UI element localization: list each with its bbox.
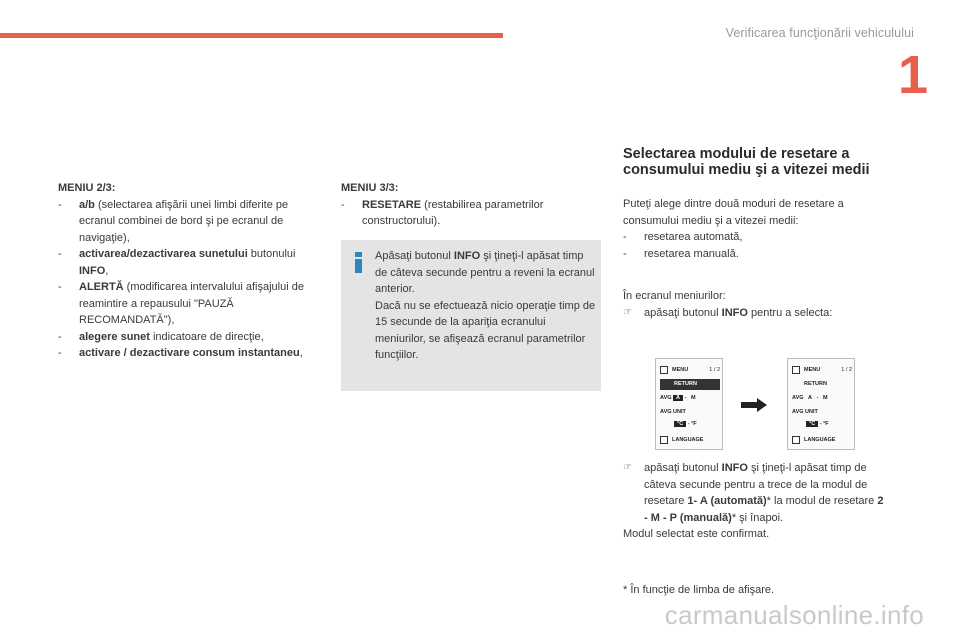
info-text: Apăsaţi butonul INFO şi ţineţi-l apăsat timp de câteva secunde pentru a reveni la ecranul anterior. Dacă nu se efectuează nicio operaţie timp de 15 secunde de la apariţia ecranului meniurilor, se afişează ecranul parametrilor funcţiilor. xyxy=(375,250,596,361)
menu-intro: În ecranul meniurilor: xyxy=(623,290,726,302)
header-title: Verificarea funcţionării vehiculului xyxy=(725,26,914,40)
menu3-block xyxy=(341,180,603,230)
info-box xyxy=(341,240,601,391)
list-item: - resetarea manuală. xyxy=(623,247,739,260)
step-select: ☞ apăsaţi butonul INFO pentru a selecta: xyxy=(623,306,833,319)
list-item: - resetarea automată, xyxy=(623,231,743,243)
menu2-title: MENIU 2/3: xyxy=(58,182,116,194)
chapter-number: 1 xyxy=(897,45,928,105)
arrow-right-icon xyxy=(741,398,767,412)
list-item: - a/b (selectarea afişării unei limbi diferite pe ecranul combinei de bord şi pe ecranul de navigaţie), xyxy=(58,198,289,244)
reset-section xyxy=(623,146,885,321)
list-item: - activare / dezactivare consum instantaneu, xyxy=(58,347,303,359)
menu-icon xyxy=(660,366,668,374)
list-item: - ALERTĂ (modificarea intervalului afişajului de reamintire a repausului "PAUZĂ RECOMANDATĂ"), xyxy=(58,281,304,326)
screen-after: MENU 1 / 2 RETURN AVG A - M AVG UNIT °C - °F LANGUAGE xyxy=(787,358,855,450)
menu3-title: MENIU 3/3: xyxy=(341,182,399,194)
step-toggle-block xyxy=(623,460,885,543)
screen-before: MENU 1 / 2 RETURN AVG A - M AVG UNIT °C - °F LANGUAGE xyxy=(655,358,723,450)
section-intro: Puteţi alege dintre două moduri de resetare a consumului mediu şi a vitezei medii: xyxy=(623,198,844,227)
step-toggle: ☞ apăsaţi butonul INFO şi ţineţi-l apăsat timp de câteva secunde pentru a trece de la modul de resetare 1- A (automată)* la modul de resetare 2 - M - P (manuală)* şi înapoi. xyxy=(623,462,884,524)
display-screens xyxy=(655,358,855,450)
language-icon xyxy=(792,436,800,444)
menu-icon xyxy=(792,366,800,374)
info-icon xyxy=(353,252,365,274)
footnote: * În funcţie de limba de afişare. xyxy=(623,584,775,596)
confirm-text: Modul selectat este confirmat. xyxy=(623,528,770,540)
menu2-block xyxy=(58,180,323,362)
section-title: Selectarea modului de resetare a consumului mediu şi a vitezei medii xyxy=(623,146,870,178)
list-item: - RESETARE (restabilirea parametrilor constructorului). xyxy=(341,198,544,227)
list-item: - alegere sunet indicatoare de direcţie, xyxy=(58,330,264,343)
list-item: - activarea/dezactivarea sunetului butonului INFO, xyxy=(58,248,296,277)
watermark: carmanualsonline.info xyxy=(664,600,924,630)
language-icon xyxy=(660,436,668,444)
top-accent-bar xyxy=(0,33,503,38)
